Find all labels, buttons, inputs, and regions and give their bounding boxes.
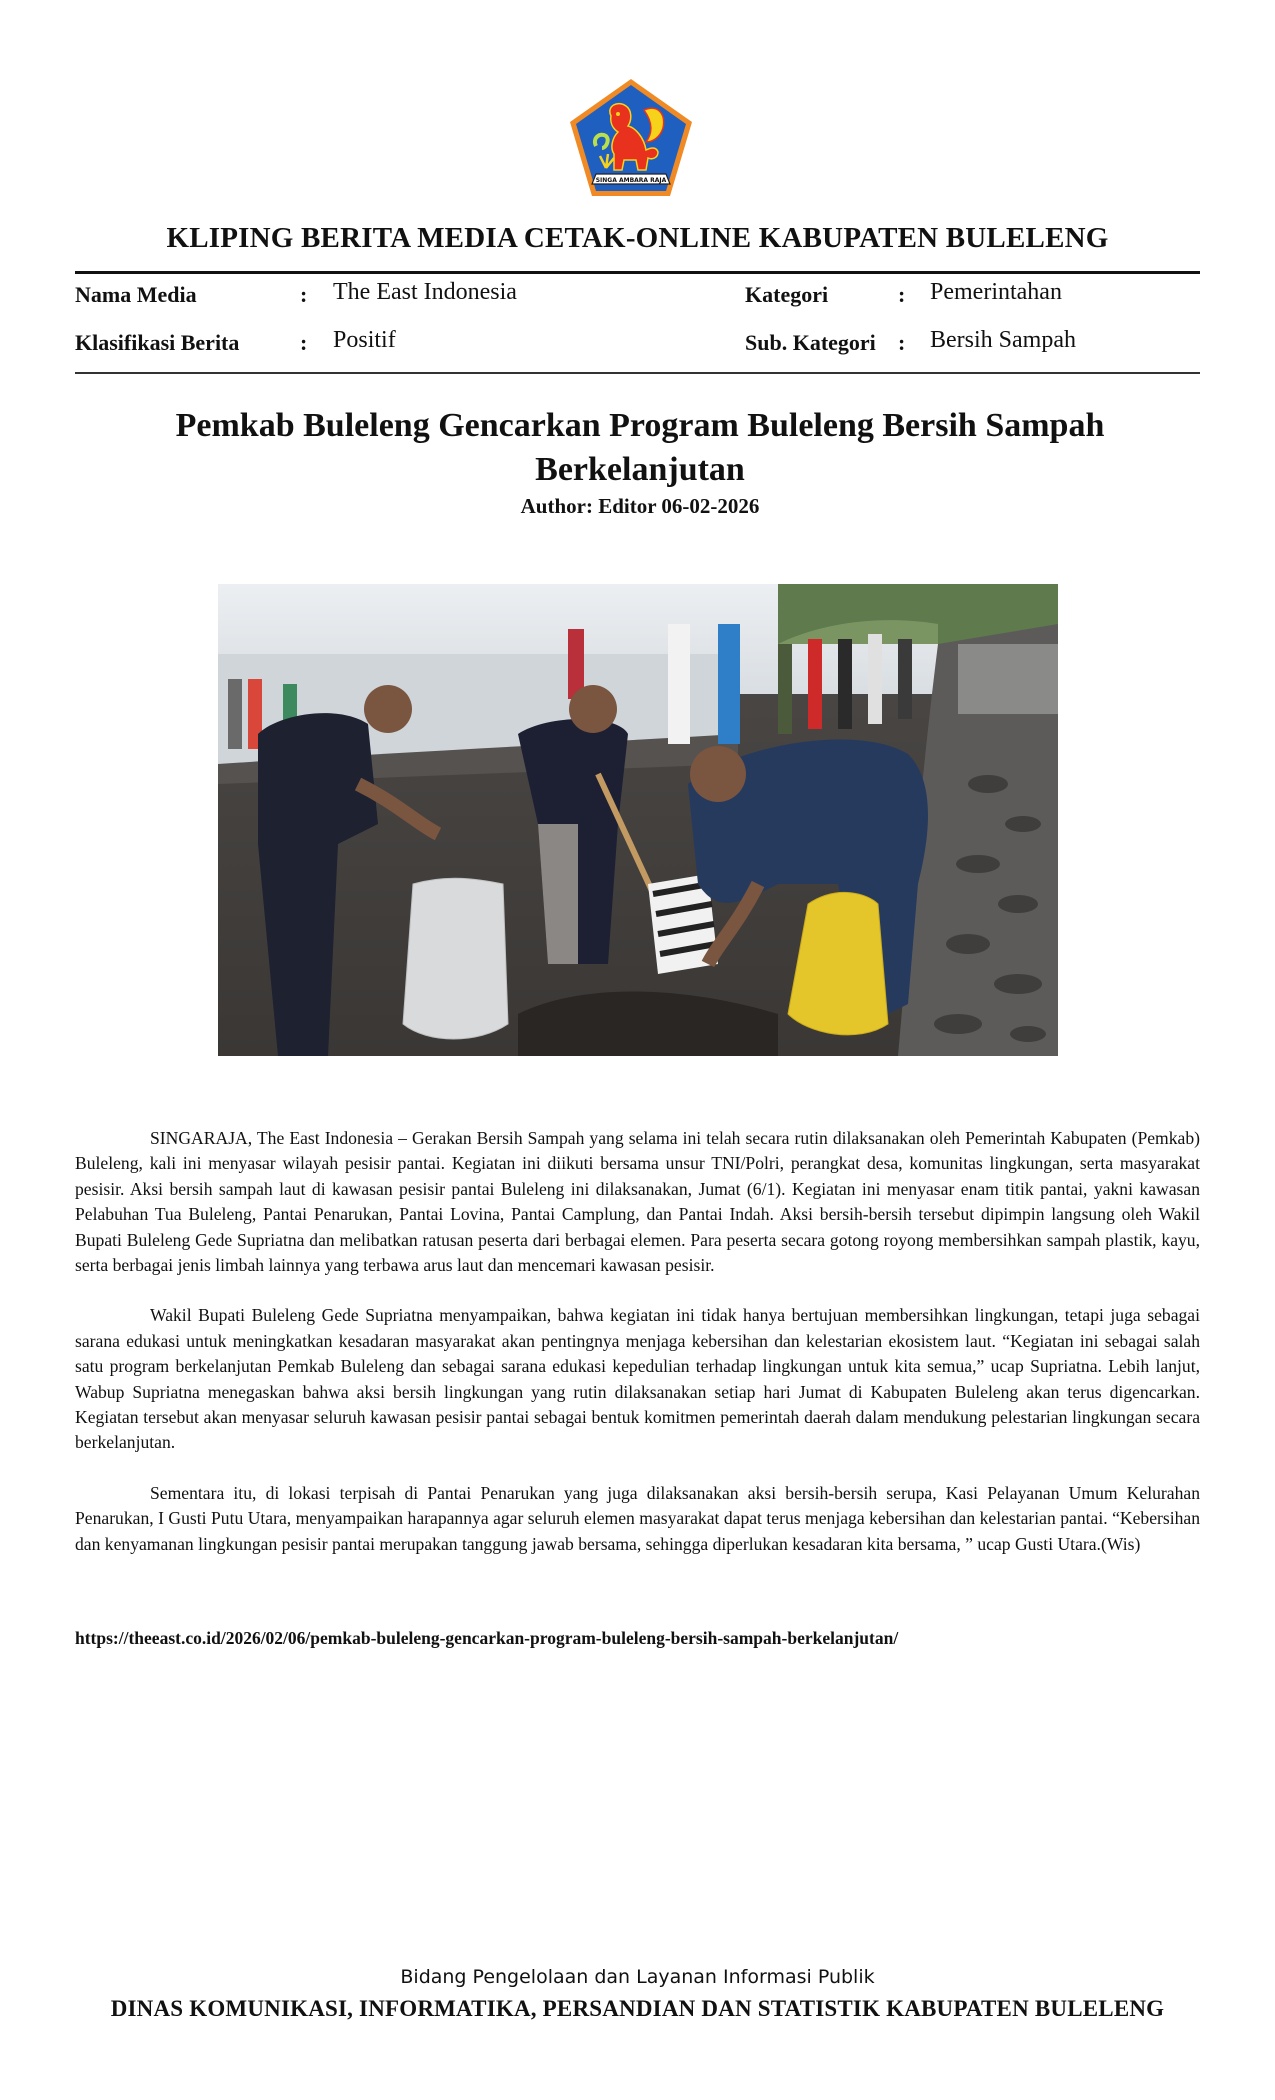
footer-division: Bidang Pengelolaan dan Layanan Informasi Publik <box>400 1966 875 1988</box>
article-photo <box>218 584 1058 1056</box>
meta-value-media: The East Indonesia <box>333 279 517 305</box>
article-paragraph: SINGARAJA, The East Indonesia – Gerakan Bersih Sampah yang selama ini telah secara rutin dilaksanakan oleh Pemerintah Kabupaten (Pemkab) Buleleng, kali ini menyasar wilayah pesisir pantai. Kegiatan ini diikuti bersama unsur TNI/Polri, perangkat desa, komunitas lingkungan, serta masyarakat pesisir. Aksi bersih sampah laut di kawasan pesisir pantai Buleleng ini dilaksanakan, Jumat (6/1). Kegiatan ini menyasar enam titik pantai, yakni kawasan Pelabuhan Tua Buleleng, Pantai Penarukan, Pantai Lovina, Pantai Camplung, dan Pantai Indah. Aksi bersih-bersih tersebut dipimpin langsung oleh Wakil Bupati Buleleng Gede Supriatna dan melibatkan ratusan peserta dari berbagai elemen. Para peserta secara gotong royong membersihkan sampah plastik, kayu, serta berbagai jenis limbah lainnya yang terbawa arus laut dan mencemari kawasan pesisir. <box>75 1128 1200 1276</box>
kabupaten-buleleng-crest-icon <box>566 76 696 200</box>
logo-motto: SINGA AMBARA RAJA <box>595 177 667 184</box>
meta-colon: : <box>898 330 906 355</box>
meta-colon: : <box>898 282 906 307</box>
article-title: Pemkab Buleleng Gencarkan Program Buleleng Bersih Sampah Berkelanjutan <box>175 407 1105 488</box>
meta-label-subkategori: Sub. Kategori <box>745 330 876 355</box>
meta-label-kategori: Kategori <box>745 282 829 307</box>
meta-colon: : <box>300 330 308 355</box>
header-divider-bottom <box>75 372 1200 374</box>
page-title: KLIPING BERITA MEDIA CETAK-ONLINE KABUPATEN BULELENG <box>166 222 1109 254</box>
article-body <box>75 1126 1200 1582</box>
meta-colon: : <box>300 282 308 307</box>
meta-value-subkategori: Bersih Sampah <box>930 327 1076 353</box>
meta-value-klasifikasi: Positif <box>333 327 396 353</box>
source-url-link[interactable]: https://theeast.co.id/2026/02/06/pemkab-buleleng-gencarkan-program-buleleng-bersih-sampah-berkelanjutan/ <box>75 1628 899 1648</box>
article-paragraph: Wakil Bupati Buleleng Gede Supriatna menyampaikan, bahwa kegiatan ini tidak hanya bertujuan membersihkan lingkungan, tetapi juga sebagai sarana edukasi untuk meningkatkan kesadaran masyarakat akan pentingnya menjaga kebersihan dan kelestarian ekosistem laut. “Kegiatan ini sebagai salah satu program berkelanjutan Pemkab Buleleng dan sebagai sarana edukasi kepedulian terhadap lingkungan untuk kita semua,” ucap Supriatna. Lebih lanjut, Wabup Supriatna menegaskan bahwa aksi bersih lingkungan yang rutin dilaksanakan setiap hari Jumat di Kabupaten Buleleng akan terus digencarkan. Kegiatan tersebut akan menyasar seluruh kawasan pesisir pantai sebagai bentuk komitmen pemerintah daerah dalam mendukung pelestarian lingkungan secara berkelanjutan. <box>75 1305 1200 1453</box>
meta-label-klasifikasi: Klasifikasi Berita <box>75 330 240 355</box>
meta-value-kategori: Pemerintahan <box>930 279 1062 305</box>
footer-organization: DINAS KOMUNIKASI, INFORMATIKA, PERSANDIAN DAN STATISTIK KABUPATEN BULELENG <box>110 1996 1165 2021</box>
header-divider-top <box>75 271 1200 274</box>
meta-label-media: Nama Media <box>75 282 197 307</box>
article-author-date: Author: Editor 06-02-2026 <box>520 494 760 518</box>
article-paragraph: Sementara itu, di lokasi terpisah di Pantai Penarukan yang juga dilaksanakan aksi bersih-bersih serupa, Kasi Pelayanan Umum Kelurahan Penarukan, I Gusti Putu Utara, menyampaikan harapannya agar seluruh elemen masyarakat dapat terus menjaga kebersihan dan kelestarian pantai. “Kebersihan dan kenyamanan lingkungan pesisir pantai merupakan tanggung jawab bersama, sehingga diperlukan kesadaran kita bersama, ” ucap Gusti Utara.(Wis) <box>75 1482 1200 1554</box>
